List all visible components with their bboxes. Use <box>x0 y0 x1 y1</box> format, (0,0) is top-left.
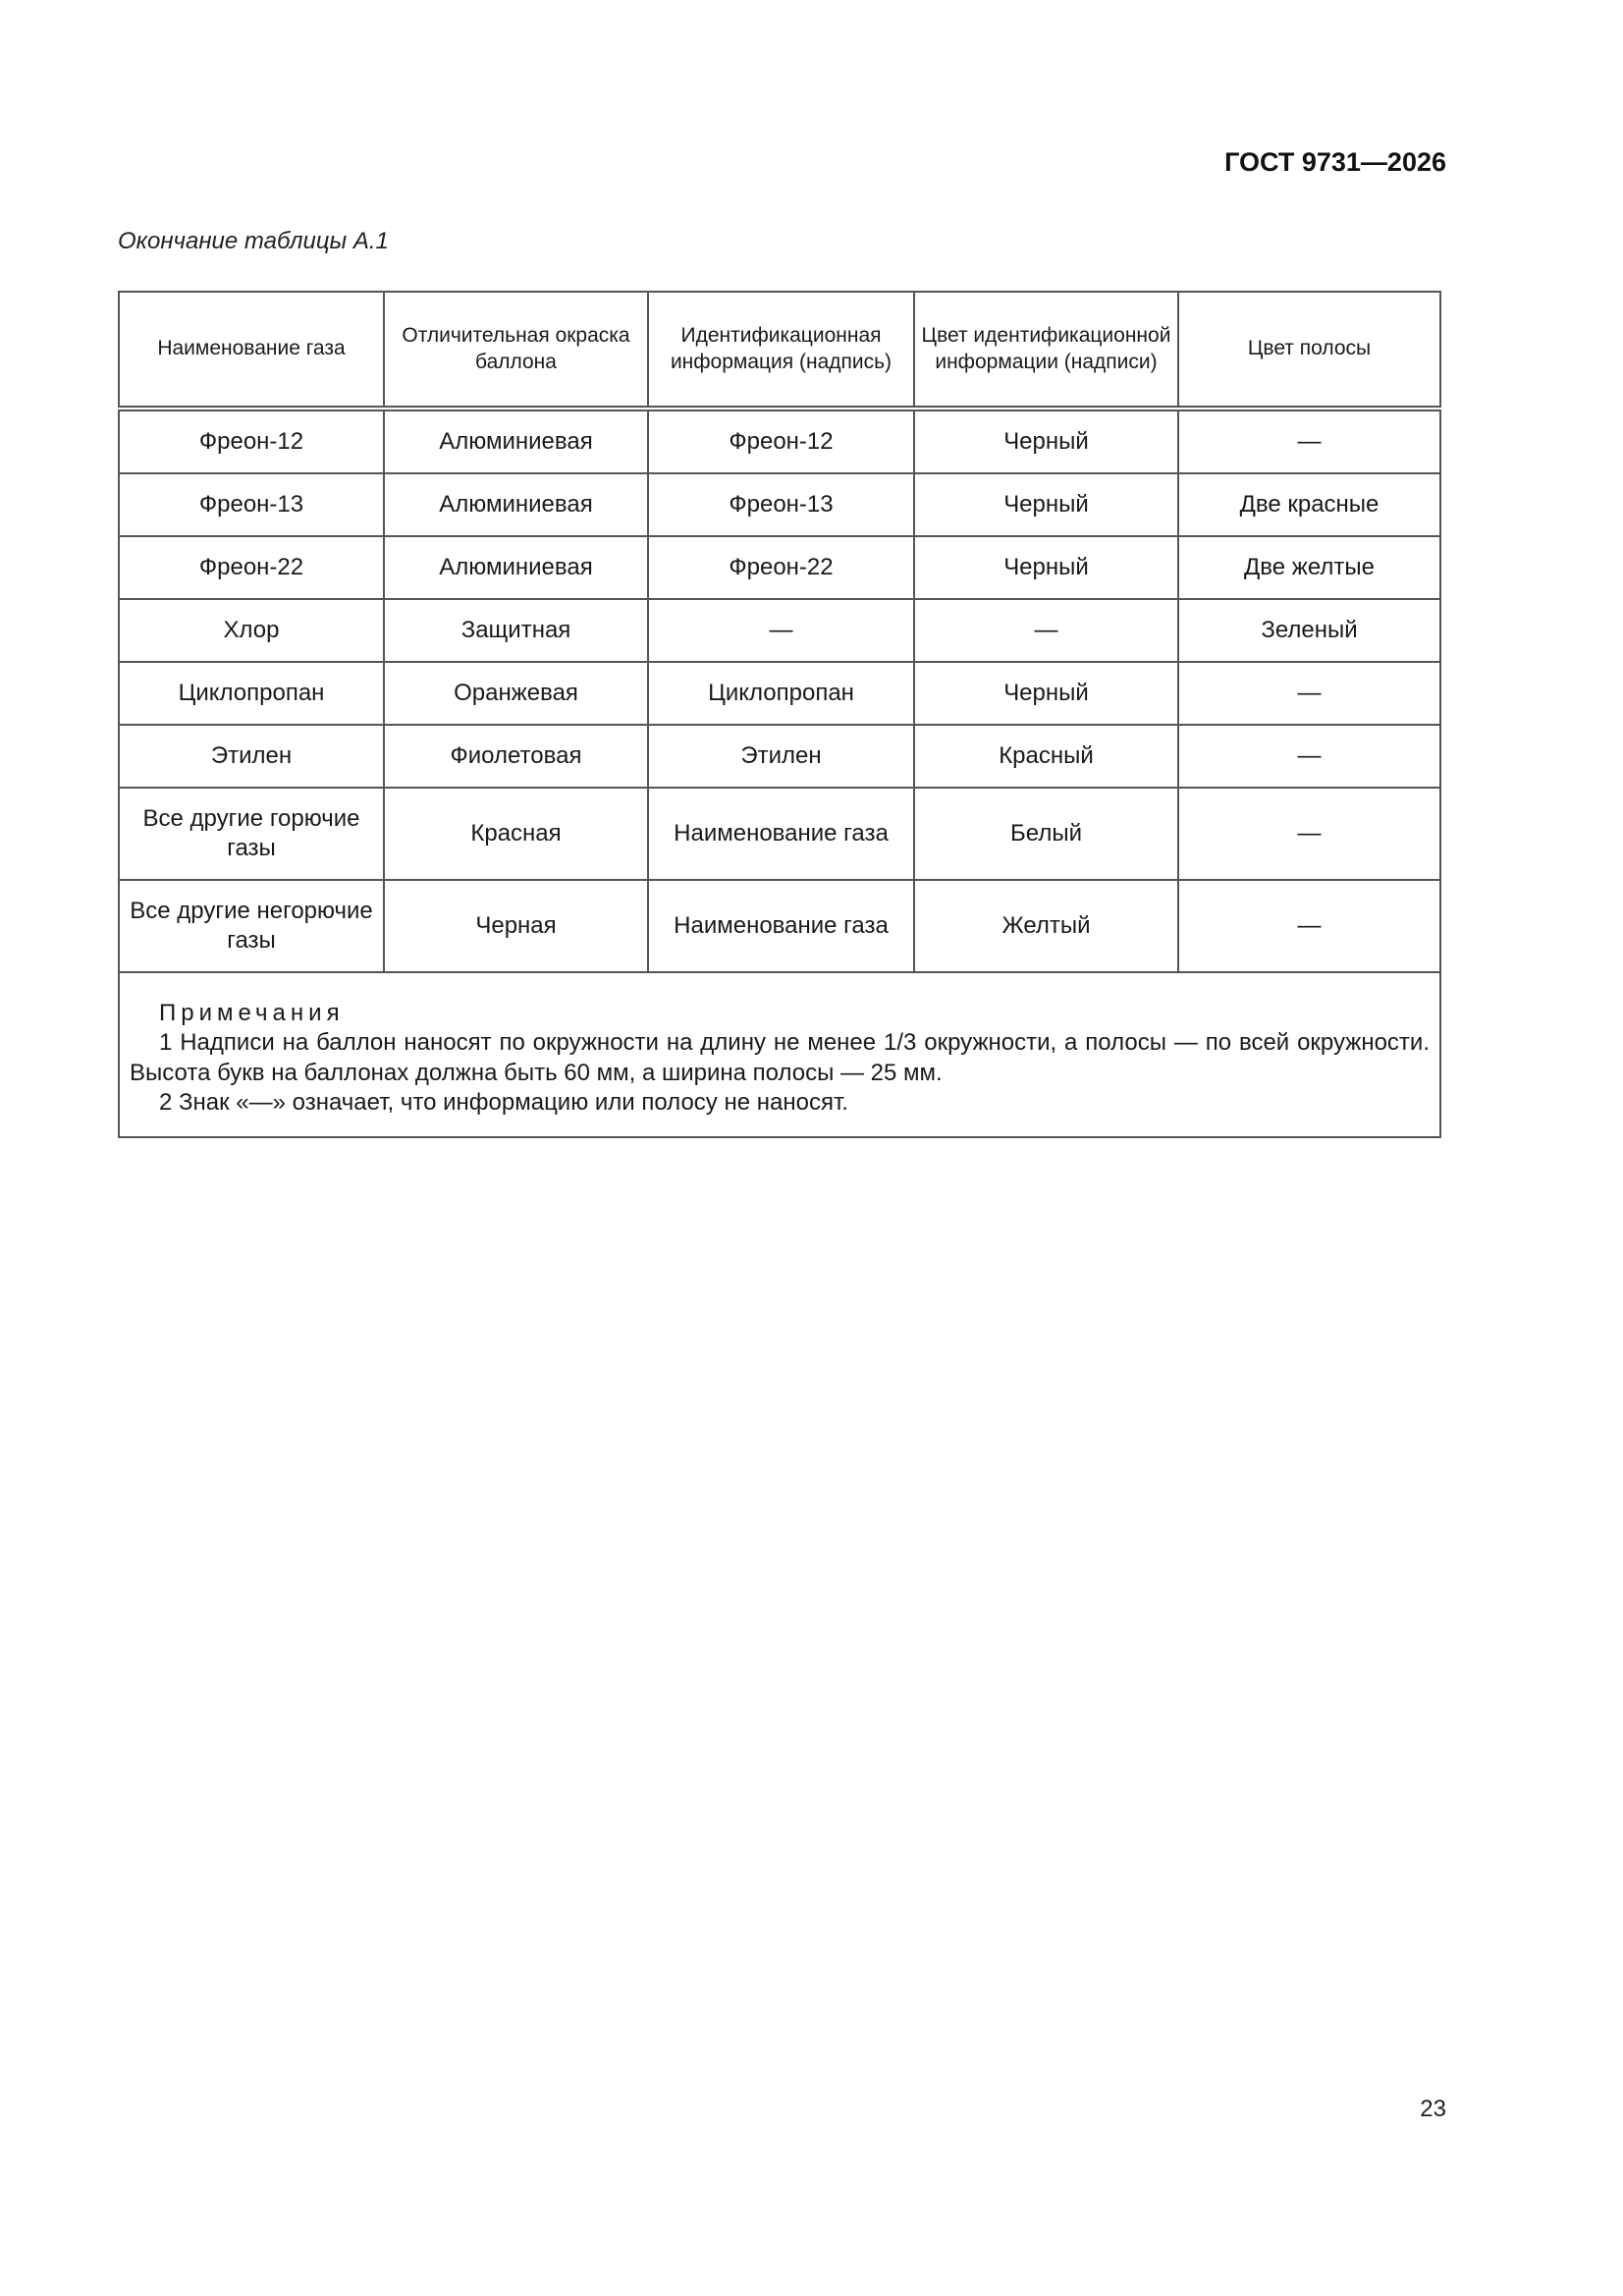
cell-gas-name: Этилен <box>119 725 384 788</box>
table-row <box>119 473 1440 536</box>
page-number: 23 <box>1420 2096 1446 2122</box>
cell-gas-name: Фреон-22 <box>119 536 384 599</box>
table-caption: Окончание таблицы А.1 <box>118 228 389 254</box>
cell-cylinder-color: Черная <box>384 880 648 972</box>
cell-identification-text: Наименование газа <box>648 788 914 880</box>
column-header-gas-name: Наименование газа <box>119 292 384 409</box>
cell-cylinder-color: Защитная <box>384 599 648 662</box>
cell-identification-text: Фреон-12 <box>648 409 914 473</box>
note-item: 1 Надписи на баллон наносят по окружности на длину не менее 1/3 окружности, а полосы — по всей окружности. Высота букв на баллонах должна быть 60 мм, а ширина полосы — 25 мм. <box>130 1029 1430 1086</box>
table-row <box>119 788 1440 880</box>
cell-gas-name: Фреон-13 <box>119 473 384 536</box>
table-row <box>119 662 1440 725</box>
cell-identification-text: Циклопропан <box>648 662 914 725</box>
cell-stripe-color: — <box>1178 409 1440 473</box>
table-header-row <box>119 292 1440 409</box>
cell-stripe-color: — <box>1178 788 1440 880</box>
cell-stripe-color: Зеленый <box>1178 599 1440 662</box>
document-code: ГОСТ 9731—2026 <box>1224 147 1446 177</box>
column-header-stripe-color: Цвет полосы <box>1178 292 1440 409</box>
cell-gas-name: Все другие негорючие газы <box>119 880 384 972</box>
cell-stripe-color: Две красные <box>1178 473 1440 536</box>
table-row <box>119 880 1440 972</box>
cell-stripe-color: Две желтые <box>1178 536 1440 599</box>
table-row <box>119 409 1440 473</box>
cell-cylinder-color: Фиолетовая <box>384 725 648 788</box>
column-header-cylinder-color: Отличительная окраска баллона <box>384 292 648 409</box>
table-row <box>119 599 1440 662</box>
cell-gas-name: Фреон-12 <box>119 409 384 473</box>
cell-gas-name: Хлор <box>119 599 384 662</box>
cell-text-color: Черный <box>914 409 1178 473</box>
cell-stripe-color: — <box>1178 880 1440 972</box>
cell-text-color: Черный <box>914 536 1178 599</box>
cell-text-color: Белый <box>914 788 1178 880</box>
table-notes <box>119 972 1440 1137</box>
cell-text-color: Черный <box>914 473 1178 536</box>
cell-gas-name: Циклопропан <box>119 662 384 725</box>
cell-stripe-color: — <box>1178 662 1440 725</box>
table-notes-row <box>119 972 1440 1137</box>
note-item: 2 Знак «—» означает, что информацию или полосу не наносят. <box>159 1089 848 1117</box>
cell-cylinder-color: Алюминиевая <box>384 473 648 536</box>
table-row <box>119 536 1440 599</box>
cell-text-color: — <box>914 599 1178 662</box>
cell-identification-text: Наименование газа <box>648 880 914 972</box>
cell-identification-text: Фреон-22 <box>648 536 914 599</box>
cell-identification-text: — <box>648 599 914 662</box>
notes-title: Примечания <box>159 1000 345 1026</box>
cell-cylinder-color: Алюминиевая <box>384 536 648 599</box>
cell-text-color: Красный <box>914 725 1178 788</box>
cell-gas-name: Все другие горючие газы <box>119 788 384 880</box>
cell-text-color: Черный <box>914 662 1178 725</box>
cell-identification-text: Этилен <box>648 725 914 788</box>
cell-cylinder-color: Оранжевая <box>384 662 648 725</box>
table-row <box>119 725 1440 788</box>
column-header-text-color: Цвет идентификационной информации (надписи) <box>914 292 1178 409</box>
cell-text-color: Желтый <box>914 880 1178 972</box>
cell-stripe-color: — <box>1178 725 1440 788</box>
gas-cylinder-table <box>118 291 1441 1138</box>
column-header-identification-text: Идентификационная информация (надпись) <box>648 292 914 409</box>
cell-identification-text: Фреон-13 <box>648 473 914 536</box>
cell-cylinder-color: Алюминиевая <box>384 409 648 473</box>
cell-cylinder-color: Красная <box>384 788 648 880</box>
